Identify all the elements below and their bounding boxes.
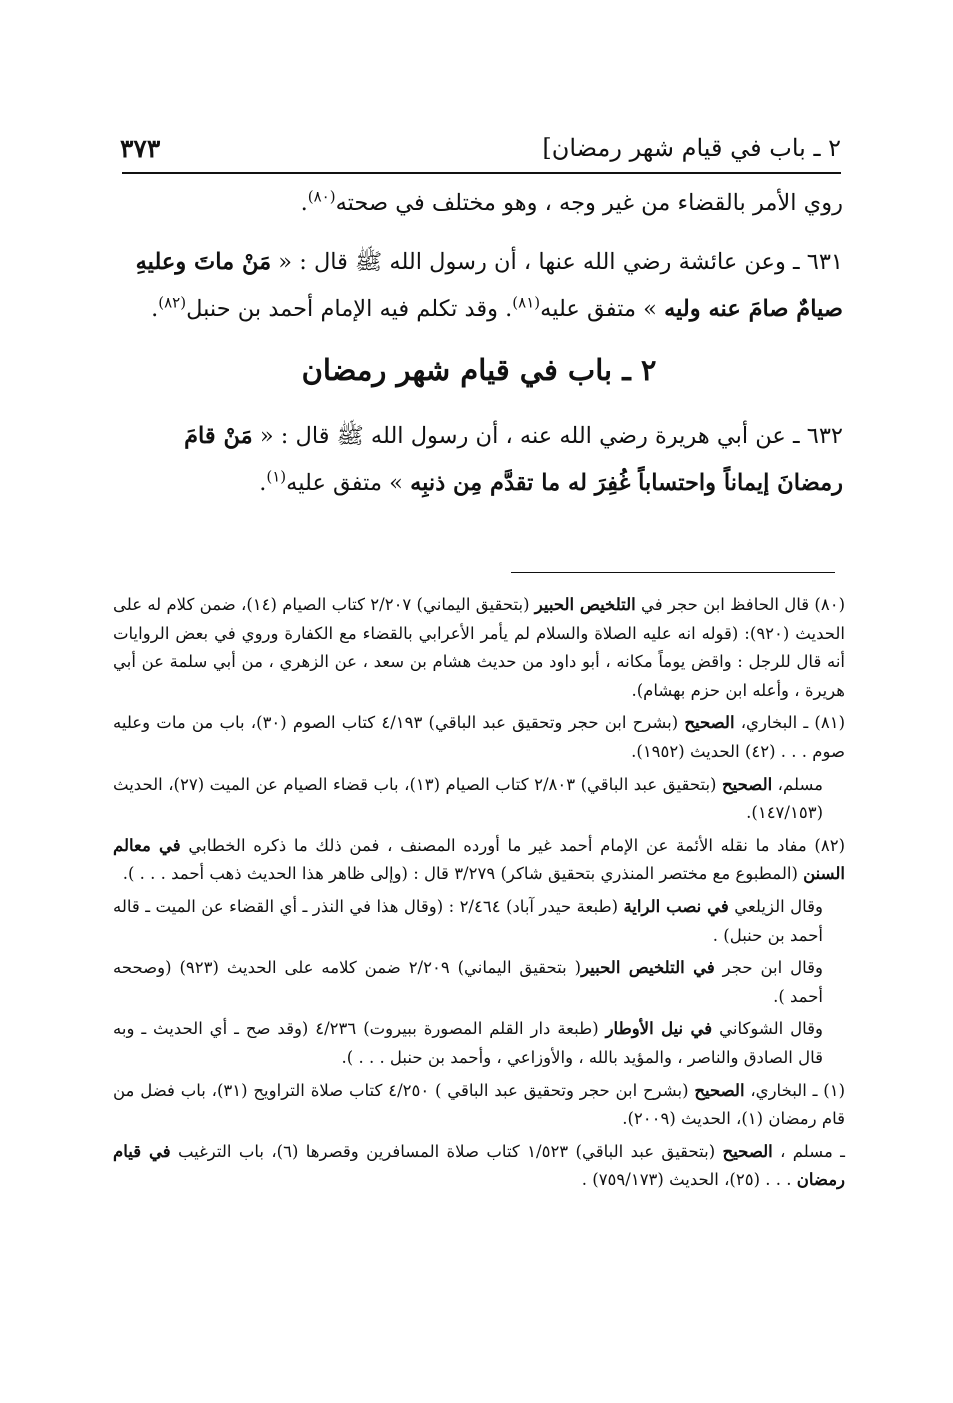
hadith-632-text: مَنْ قامَ رمضانَ إيماناً واحتساباً غُفِرَ له ما تقدَّم مِن ذنبِه [184, 423, 843, 496]
footnote-81-muslim [113, 771, 845, 828]
hadith-631-end: . [151, 296, 159, 322]
footnote-text: (١) ـ البخاري، [744, 1080, 846, 1100]
hadith-631-after: » متفق عليه [540, 296, 665, 322]
footnote-text: مسلم، [772, 774, 824, 794]
footnote-book-title: في قيام رمضان [113, 1141, 845, 1190]
footnote-text: (طبعة حيدر آباد) ٢/٤٦٤ : (وقال هذا في النذر ـ أي القضاء عن الميت ـ قاله أحمد بن حنبل) . [113, 896, 823, 945]
footnote-text: (طبعة دار القلم المصورة ببيروت) ٤/٢٣٦ (وقد صح ـ أي الحديث ـ وبه قال الصادق والناصر ، والمؤيد بالله ، والأوزاعي ، وأحمد بن حنبل . . . ). [113, 1019, 823, 1067]
footnote-text: (٨١) ـ البخاري، [734, 713, 846, 733]
footnote-book-title: في التلخيص الحبير [581, 958, 715, 978]
intro-paragraph [115, 180, 843, 227]
footnote-81 [113, 709, 845, 766]
hadith-631-prefix: ٦٣١ ـ وعن عائشة رضي الله عنها ، أن رسول الله ﷺ قال : « [271, 249, 843, 275]
footnote-text: (٨٠) قال الحافظ ابن حجر في [635, 595, 846, 614]
hadith-632-prefix: ٦٣٢ ـ عن أبي هريرة رضي الله عنه ، أن رسول الله ﷺ قال : « [252, 423, 843, 449]
footnote-marker: (٨٠) [307, 187, 336, 206]
footnote-separator [511, 572, 835, 573]
footnote-book-title: الصحيح [694, 1080, 745, 1100]
footnote-marker-81: (٨١) [512, 293, 541, 312]
footnote-book-title: التلخيص الحبير [534, 595, 636, 614]
running-title: ٢ ـ باب في قيام شهر رمضان] [542, 134, 841, 162]
intro-end: . [300, 190, 308, 216]
footnote-1 [113, 1077, 845, 1134]
footnote-82-zaylai [113, 893, 845, 950]
hadith-631-text: مَنْ ماتَ وعليهِ صيامٌ صامَ عنه وليه [135, 249, 843, 322]
footnote-text: وقال الشوكاني [712, 1019, 823, 1039]
page-number: ٣٧٣ [120, 133, 161, 163]
footnote-text: وقال ابن حجر [714, 958, 823, 978]
hadith-632-after: » متفق عليه [286, 470, 411, 496]
footnote-text: (بتحقيق عبد الباقي) ٢/٨٠٣ كتاب الصيام (١٣)، باب قضاء الصيام عن الميت (٢٧)، الحديث (١٤٧/١٥٣). [113, 774, 823, 823]
footnotes [113, 591, 845, 1199]
footnote-book-title: في نصب الراية [623, 896, 729, 916]
footnote-1-muslim [113, 1138, 845, 1195]
hadith-631 [115, 239, 843, 333]
footnote-book-title: في معالم السنن [113, 835, 845, 884]
footnote-text: (بشرح ابن حجر وتحقيق عبد الباقي ) ٤/٢٥٠ كتاب صلاة التراويح (٣١)، باب فضل من قام رمضان (١)، الحديث (٢٠٠٩). [113, 1080, 845, 1129]
footnote-book-title: الصحيح [722, 1141, 773, 1161]
footnote-book-title: الصحيح [684, 713, 735, 733]
header-rule [122, 172, 841, 174]
hadith-631-mid: . وقد تكلم فيه الإمام أحمد بن حنبل [186, 296, 513, 322]
footnote-book-title: الصحيح [721, 774, 773, 794]
footnote-text: (٨٢) مفاد ما نقله الأئمة عن الإمام أحمد غير ما أورده المصنف ، فمن ذلك ما ذكره الخطابي [180, 835, 845, 855]
footnote-text: (بتحقيق اليماني) ٢/٢٠٧ كتاب الصيام (١٤)، ضمن كلام له على الحديث (٩٢٠): (قوله انه عليه الصلاة والسلام لم يأمر الأعرابي بالقضاء مع الكفارة وروي في بعض الروايات أنه قال للرجل : واقض يوماً مكانه ، أبو داود من حديث هشام بن سعد ، عن الزهري ، من أبي سلمة عن أبي هريرة ، وأعله ابن حزم بهشام). [113, 595, 846, 700]
footnote-text: ( بتحقيق اليماني) ٢/٢٠٩ ضمن كلامه على الحديث (٩٢٣) (وصححه أحمد ). [113, 958, 823, 1006]
footnote-text: (بشرح ابن حجر وتحقيق عبد الباقي) ٤/١٩٣ كتاب الصوم (٣٠)، باب من مات وعليه صوم . . . (٤٢) الحديث (١٩٥٢). [113, 713, 845, 761]
footnote-text: . . . (٢٥)، الحديث (٧٥٩/١٧٣) . [581, 1170, 797, 1190]
footnote-book-title: في نيل الأوطار [605, 1019, 713, 1039]
footnote-82-ibn-hajar [113, 954, 845, 1011]
footnote-marker-1: (١) [266, 467, 287, 486]
main-text [115, 180, 843, 519]
footnote-82-shawkani [113, 1015, 845, 1072]
footnote-80 [113, 591, 845, 705]
footnote-text: (بتحقيق عبد الباقي) ١/٥٢٣ كتاب صلاة المسافرين وقصرها (٦)، باب الترغيب [170, 1141, 723, 1161]
hadith-632 [115, 413, 843, 507]
footnote-text: (المطبوع مع مختصر المنذري بتحقيق شاكر) ٣/٢٧٩ قال : (وإلى ظاهر هذا الحديث ذهب أحمد . . . ). [122, 864, 804, 884]
footnote-marker-82: (٨٢) [158, 293, 187, 312]
footnote-82 [113, 832, 845, 889]
chapter-heading: ٢ ـ باب في قيام شهر رمضان [301, 353, 657, 387]
intro-text: روي الأمر بالقضاء من غير وجه ، وهو مختلف في صحته [335, 190, 843, 216]
page-header [120, 126, 841, 170]
footnote-text: وقال الزيلعي [728, 896, 824, 916]
footnote-text: ـ مسلم ، [772, 1141, 845, 1161]
hadith-632-end: . [259, 470, 267, 496]
